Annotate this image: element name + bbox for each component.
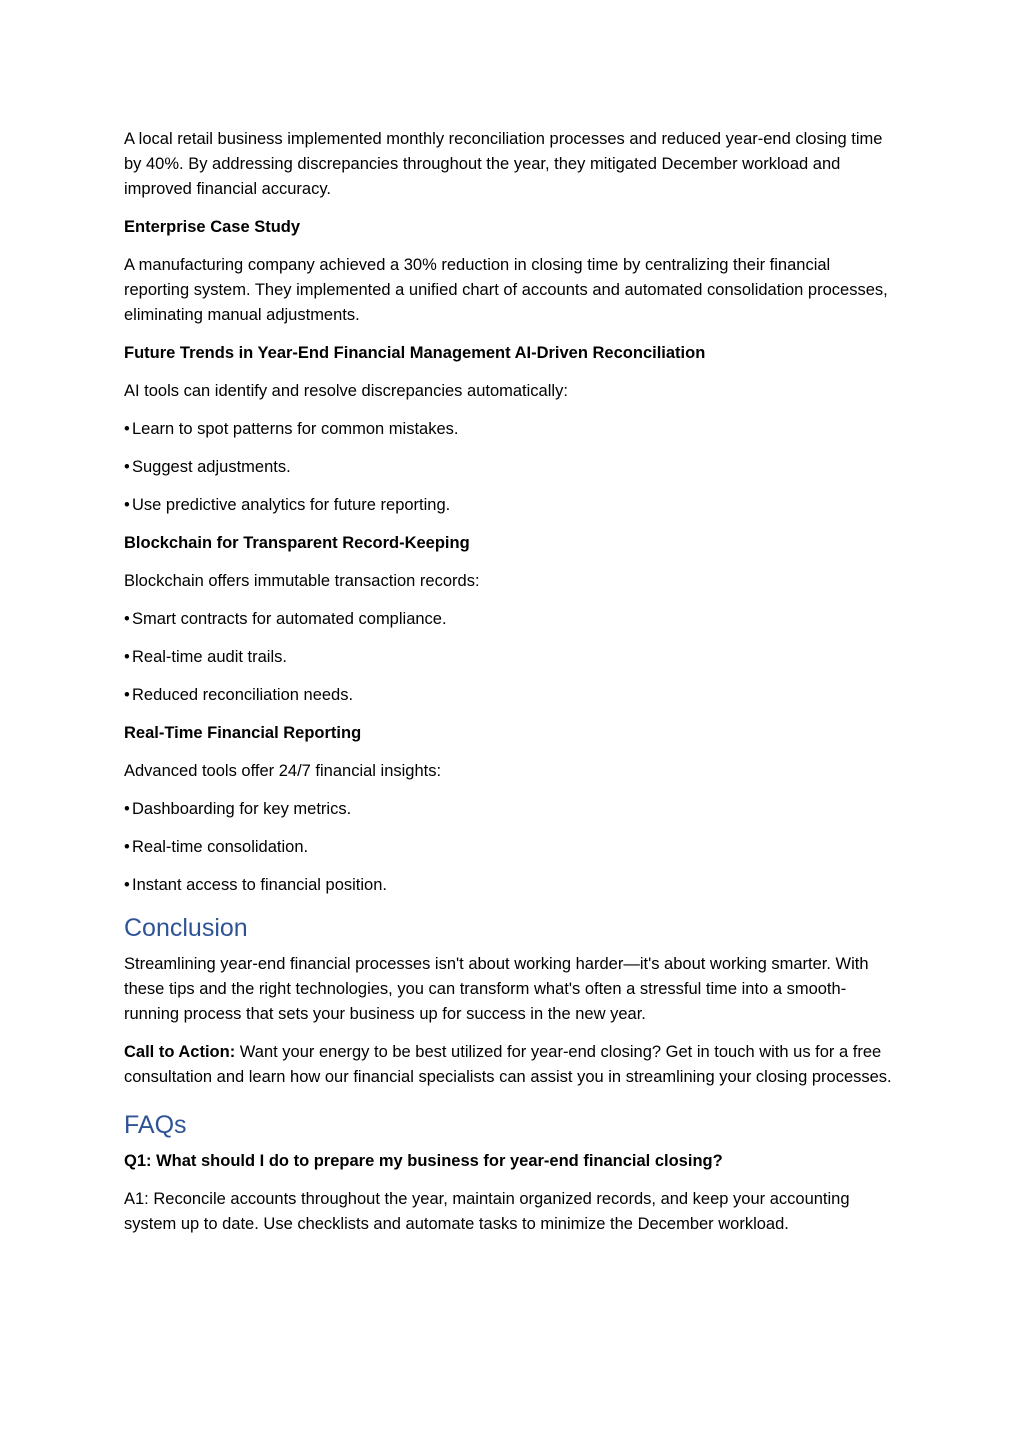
conclusion-heading: Conclusion: [124, 914, 248, 942]
bullet-icon: •: [124, 496, 130, 514]
bullet-icon: •: [124, 458, 130, 476]
blockchain-intro: Blockchain offers immutable transaction records:: [124, 572, 480, 590]
faqs-heading: FAQs: [124, 1111, 187, 1139]
ai-intro: AI tools can identify and resolve discrepancies automatically:: [124, 382, 568, 400]
realtime-intro: Advanced tools offer 24/7 financial insights:: [124, 762, 442, 780]
list-item: • Use predictive analytics for future reporting.: [124, 493, 894, 518]
enterprise-heading: Enterprise Case Study: [124, 218, 301, 236]
list-item: • Reduced reconciliation needs.: [124, 683, 894, 708]
list-item: • Dashboarding for key metrics.: [124, 797, 894, 822]
enterprise-paragraph: A manufacturing company achieved a 30% reduction in closing time by centralizing their financial reporting system. They implemented a unified chart of accounts and automated consolidation processes, eliminating manual adjustments.: [124, 256, 888, 324]
conclusion-paragraph: Streamlining year-end financial processes isn't about working harder—it's about working smarter. With these tips and the right technologies, you can transform what's often a stressful time into a smooth-running process that sets your business up for success in the new year.: [124, 955, 869, 1023]
realtime-heading: Real-Time Financial Reporting: [124, 724, 362, 742]
list-item: • Real-time consolidation.: [124, 835, 894, 860]
bullet-icon: •: [124, 800, 130, 818]
ai-heading: Future Trends in Year-End Financial Management AI-Driven Reconciliation: [124, 344, 706, 362]
list-item: • Suggest adjustments.: [124, 455, 894, 480]
bullet-icon: •: [124, 838, 130, 856]
list-item: • Instant access to financial position.: [124, 873, 894, 898]
cta-label: Call to Action:: [124, 1043, 236, 1061]
blockchain-heading: Blockchain for Transparent Record-Keeping: [124, 534, 470, 552]
list-item: • Real-time audit trails.: [124, 645, 894, 670]
list-item: • Smart contracts for automated compliance.: [124, 607, 894, 632]
list-item: • Learn to spot patterns for common mistakes.: [124, 417, 894, 442]
bullet-icon: •: [124, 648, 130, 666]
bullet-icon: •: [124, 420, 130, 438]
cta-text: Want your energy to be best utilized for year-end closing? Get in touch with us for a free consultation and learn how our financial specialists can assist you in streamlining your closing processes.: [124, 1043, 892, 1086]
bullet-icon: •: [124, 610, 130, 628]
call-to-action-paragraph: [124, 1040, 894, 1090]
faq-question-1: Q1: What should I do to prepare my business for year-end financial closing?: [124, 1152, 723, 1170]
intro-paragraph: A local retail business implemented monthly reconciliation processes and reduced year-end closing time by 40%. By addressing discrepancies throughout the year, they mitigated December workload and improved financial accuracy.: [124, 130, 883, 198]
document-page: [124, 127, 894, 1250]
faq-answer-1: A1: Reconcile accounts throughout the year, maintain organized records, and keep your accounting system up to date. Use checklists and automate tasks to minimize the December workload.: [124, 1190, 850, 1233]
bullet-icon: •: [124, 686, 130, 704]
bullet-icon: •: [124, 876, 130, 894]
